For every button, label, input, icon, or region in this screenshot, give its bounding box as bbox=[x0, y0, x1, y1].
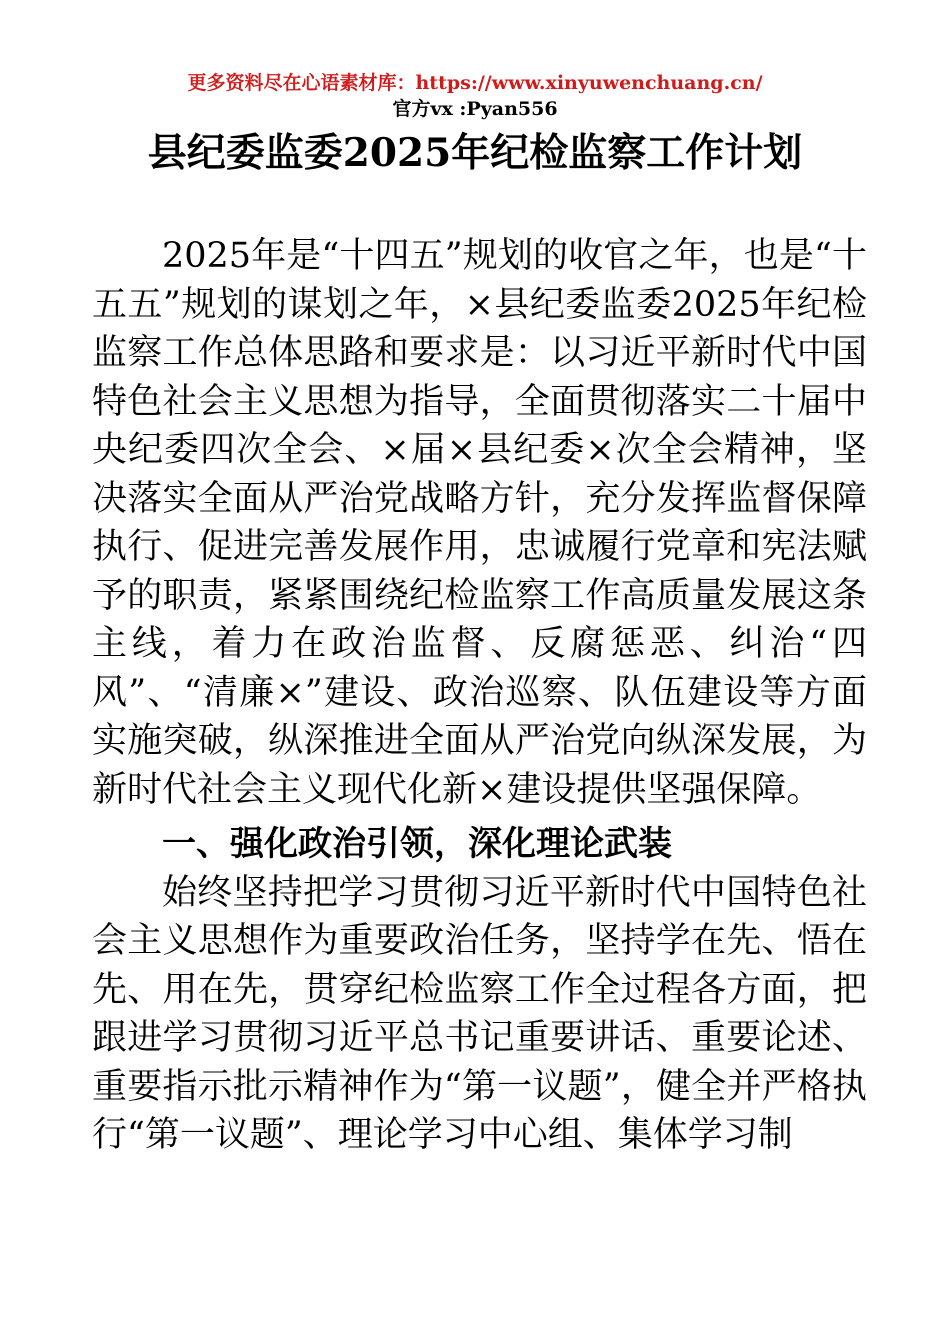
section-heading: 一、强化政治引领，深化理论武装 bbox=[162, 824, 672, 864]
page-header bbox=[0, 70, 950, 122]
section-paragraph: 始终坚持把学习贯彻习近平新时代中国特色社会主义思想作为重要政治任务，坚持学在先、悟在先、用在先，贯穿纪检监察工作全过程各方面，把跟进学习贯彻习近平总书记重要讲话、重要论述、重要指示批示精神作为“第一议题”，健全并严格执行“第一议题”、理论学习中心组、集体学习制 bbox=[92, 872, 867, 1155]
intro-paragraph: 2025年是“十四五”规划的收官之年，也是“十五五”规划的谋划之年，×县纪委监委2025年纪检监察工作总体思路和要求是：以习近平新时代中国特色社会主义思想为指导，全面贯彻落实二十届中央纪委四次全会、×届×县纪委×次全会精神，坚决落实全面从严治党战略方针，充分发挥监督保障执行、促进完善发展作用，忠诚履行党章和宪法赋予的职责，紧紧围绕纪检监察工作高质量发展这条主线，着力在政治监督、反腐惩恶、纠治“四风”、“清廉×”建设、政治巡察、队伍建设等方面实施突破，纵深推进全面从严治党向纵深发展，为新时代社会主义现代化新×建设提供坚强保障。 bbox=[92, 236, 867, 810]
contact-line: 官方vx :Pyan556 bbox=[392, 98, 558, 120]
document-body bbox=[92, 232, 867, 1160]
resource-link-line[interactable]: 更多资料尽在心语素材库：https://www.xinyuwenchuang.cn/ bbox=[187, 72, 763, 94]
document-title: 县纪委监委2025年纪检监察工作计划 bbox=[147, 130, 803, 176]
